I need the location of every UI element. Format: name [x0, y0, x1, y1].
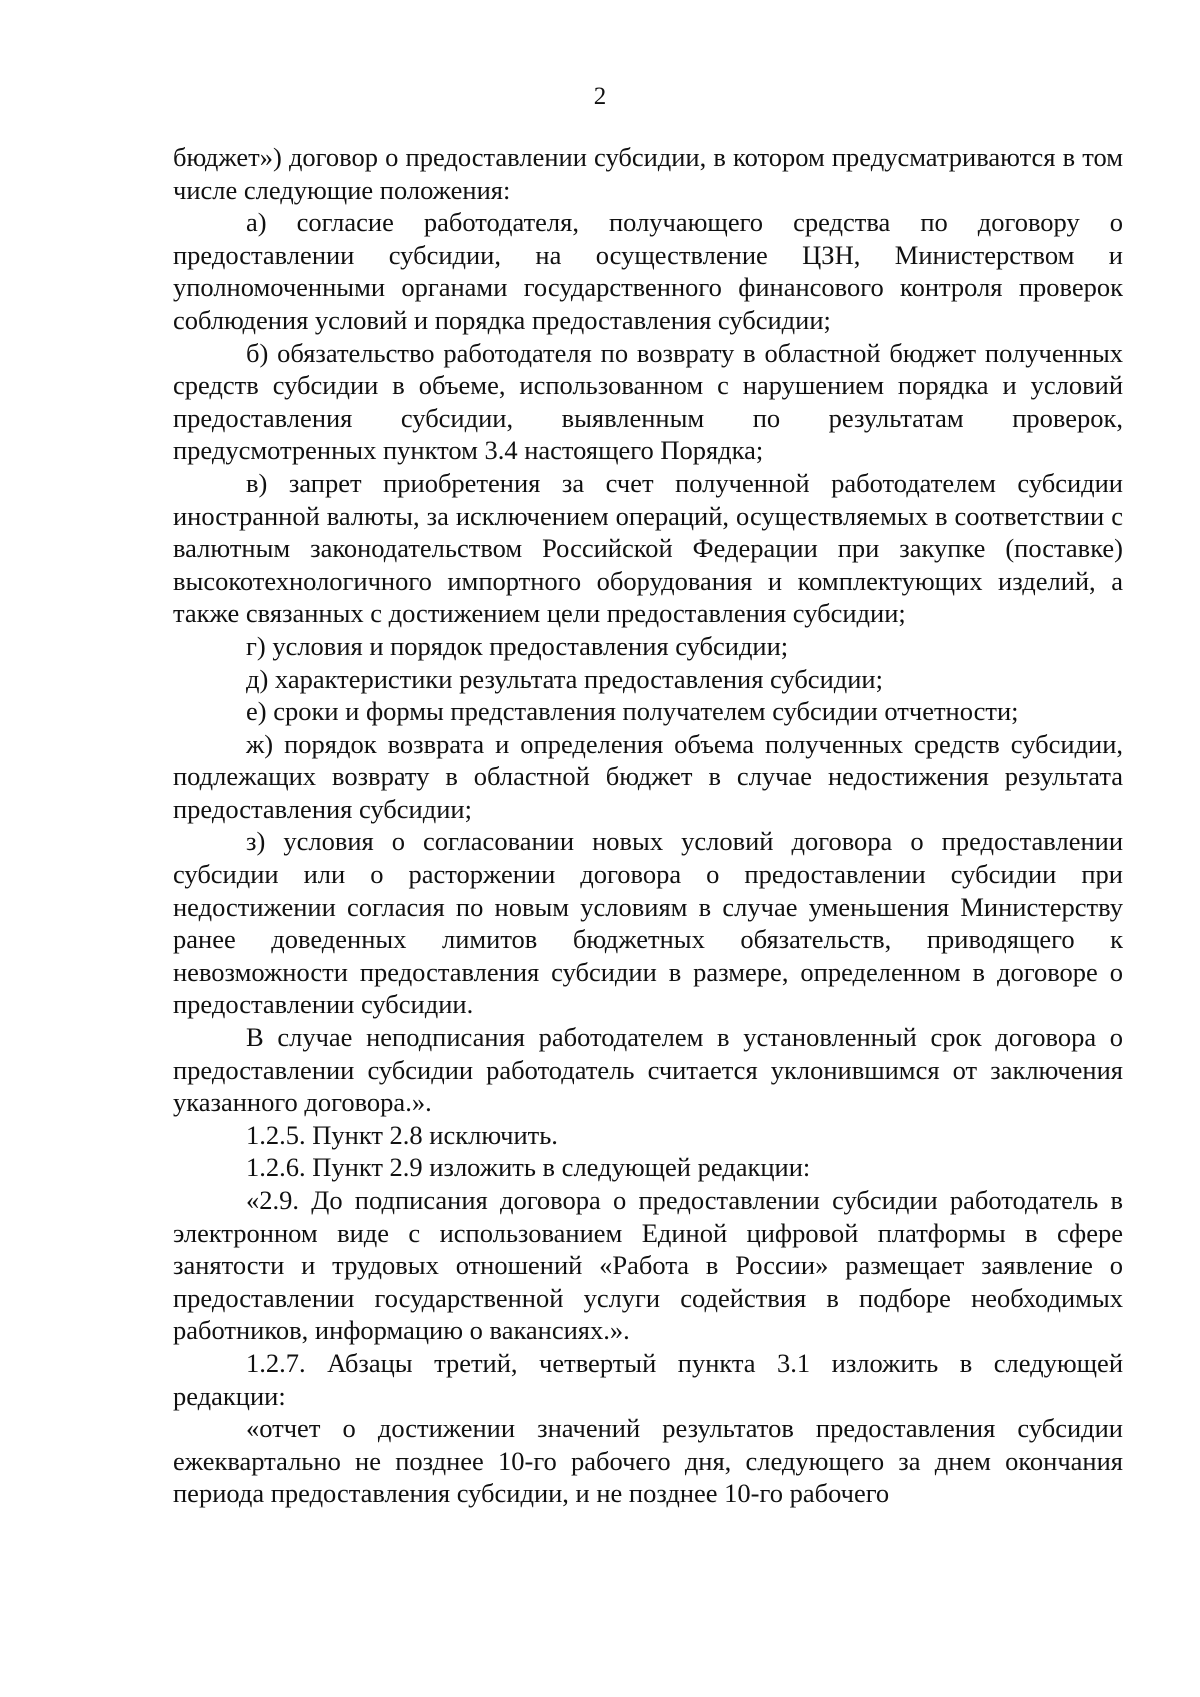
paragraph-1-2-7: 1.2.7. Абзацы третий, четвертый пункта 3.1 изложить в следующей редакции: — [173, 1347, 1123, 1411]
paragraph-item-g: г) условия и порядок предоставления субсидии; — [246, 630, 789, 661]
paragraph-report: «отчет о достижении значений результатов предоставления субсидии ежеквартально не позднее 10-го рабочего дня, следующего за днем окончания периода предоставления субсидии, и не позднее 10-го рабочего — [173, 1413, 1123, 1509]
paragraph-item-zh: ж) порядок возврата и определения объема полученных средств субсидии, подлежащих возврату в областной бюджет в случае недостижения результата предоставления субсидии; — [173, 728, 1123, 824]
paragraph-2-9: «2.9. До подписания договора о предоставлении субсидии работодатель в электронном виде с использованием Единой цифровой платформы в сфере занятости и трудовых отношений «Работа в России» размещает заявление о предоставлении государственной услуги содействия в подборе необходимых работников, информацию о вакансиях.». — [173, 1185, 1123, 1346]
paragraph-continuation: бюджет») договор о предоставлении субсидии, в котором предусматриваются в том числе следующие положения: — [173, 142, 1123, 205]
paragraph-item-v: в) запрет приобретения за счет полученной работодателем субсидии иностранной валюты, за исключением операций, осуществляемых в соответствии с валютным законодательством Российской Федерации при закупке (поставке) высокотехнологичного импортного оборудования и комплектующих изделий, а также связанных с достижением цели предоставления субсидии; — [173, 467, 1123, 629]
paragraph-item-b: б) обязательство работодателя по возврату в областной бюджет полученных средств субсидии в объеме, использованном с нарушением порядка и условий предоставления субсидии, выявленным по результатам проверок, предусмотренных пунктом 3.4 настоящего Порядка; — [173, 337, 1123, 466]
paragraph-item-z: з) условия о согласовании новых условий договора о предоставлении субсидии или о расторжении договора о предоставлении субсидии при недостижении согласия по новым условиям в случае уменьшения Министерству ранее доведенных лимитов бюджетных обязательств, приводящего к невозможности предоставления субсидии в размере, определенном в договоре о предоставлении субсидии. — [173, 826, 1123, 1020]
paragraph-refusal: В случае неподписания работодателем в установленный срок договора о предоставлении субсидии работодатель считается уклонившимся от заключения указанного договора.». — [173, 1022, 1123, 1118]
paragraph-item-d: д) характеристики результата предоставления субсидии; — [246, 663, 883, 694]
document-body — [173, 141, 1123, 1510]
paragraph-1-2-5: 1.2.5. Пункт 2.8 исключить. — [246, 1119, 558, 1150]
paragraph-item-e: е) сроки и формы представления получателем субсидии отчетности; — [246, 696, 1019, 727]
page-number: 2 — [593, 83, 607, 110]
paragraph-1-2-6: 1.2.6. Пункт 2.9 изложить в следующей редакции: — [246, 1152, 811, 1183]
paragraph-item-a: а) согласие работодателя, получающего средства по договору о предоставлении субсидии, на осуществление ЦЗН, Министерством и уполномоченными органами государственного финансового контроля проверок соблюдения условий и порядка предоставления субсидии; — [173, 207, 1123, 335]
